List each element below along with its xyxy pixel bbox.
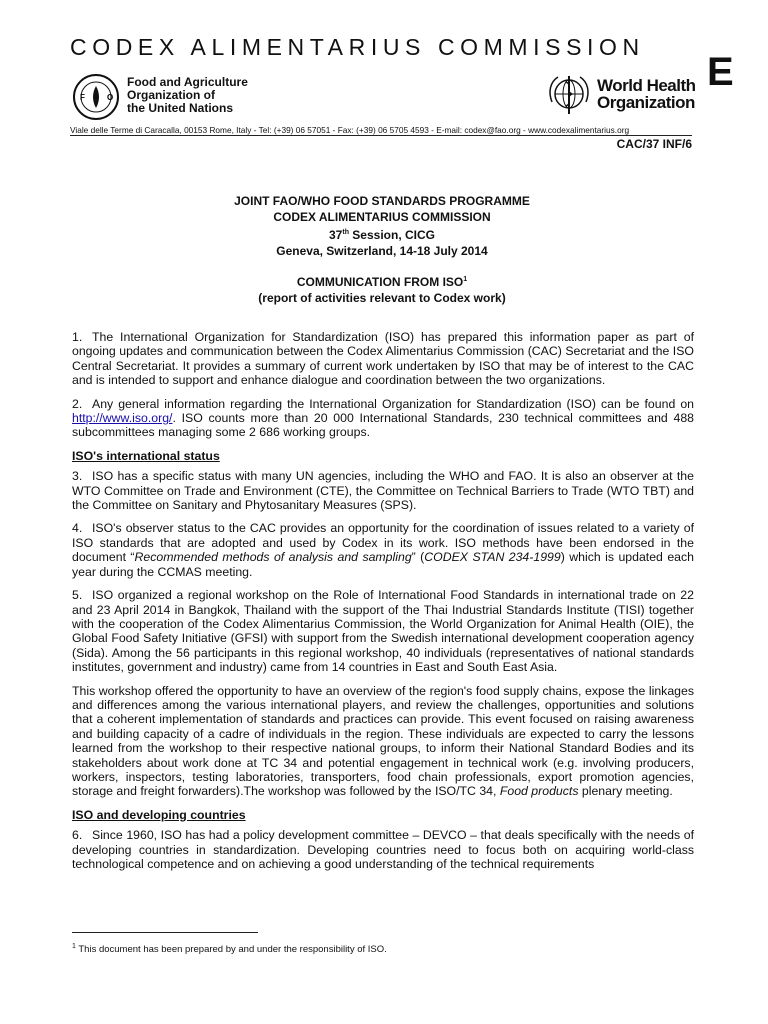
paragraph-4: 4. ISO's observer status to the CAC provides an opportunity for the coordination of issues related to a variety of ISO standards that are adopted and used by Codex in its work. ISO methods have been endorsed in the document “Recommended methods of analysis and sampling” (CODEX STAN 234-1999) which is updated each year during the CCMAS meeting. [72, 521, 694, 579]
programme-heading: JOINT FAO/WHO FOOD STANDARDS PROGRAMME CODEX ALIMENTARIUS COMMISSION 37th Session, CICG Geneva, Switzerland, 14-18 July 2014 [70, 193, 694, 259]
paragraph-6: 6. Since 1960, ISO has had a policy development committee – DEVCO – that deals specifically with the needs of developing countries in standardization. Developing countries need to focus both on acquiring world-class technological competence and on achieving a good understanding of the technical requirements [72, 828, 694, 871]
paragraph-2: 2. Any general information regarding the International Organization for Standardization (ISO) can be found on http://www.iso.org/. ISO counts more than 20 000 International Standards, 230 technical committees and 488 subcommittees managing some 2 686 working groups. [72, 396, 694, 440]
document-body [72, 330, 694, 880]
footnote-ref: 1 [463, 276, 468, 283]
fao-logo-letter-f: F [80, 93, 85, 102]
footnote-rule [72, 932, 258, 933]
communication-heading: COMMUNICATION FROM ISO$^1$ (report of activities relevant to Codex work) [258, 275, 506, 305]
fao-name: Food and Agriculture Organization of the United Nations [127, 75, 248, 115]
fao-logo-icon [72, 73, 120, 121]
commission-title: CODEX ALIMENTARIUS COMMISSION [70, 34, 645, 60]
who-name: World Health Organization [597, 76, 696, 112]
section-heading-developing-countries: ISO and developing countries [72, 807, 246, 822]
iso-website-link[interactable]: http://www.iso.org/ [72, 411, 173, 426]
header-rule [70, 135, 692, 136]
section-heading-international-status: ISO's international status [72, 448, 220, 463]
document-code: CAC/37 INF/6 [616, 137, 692, 151]
fao-logo-letter-o: O [107, 93, 114, 102]
paragraph-5: 5. ISO organized a regional workshop on the Role of International Food Standards in international trade on 22 and 23 April 2014 in Bangkok, Thailand with the support of the Thai Industrial Standards Institute (TISI) together with the cooperation of the Codex Alimentarius Commission, the World Organization for Animal Health (OIE), the Global Food Safety Initiative (GFSI) with support from the Swedish international development cooperation agency (Sida). Among the 56 participants in this regional workshop, 40 individuals (representatives of national standards institutes, government and industry) came from 14 countries in East and South East Asia. [72, 588, 694, 675]
address-line: Viale delle Terme di Caracalla, 00153 Rome, Italy - Tel: (+39) 06 57051 - Fax: (+39) 06 5705 4593 - E-mail: codex@fao.org - www.codexalimentarius.org [70, 125, 630, 135]
who-emblem-icon [544, 72, 594, 118]
session-line: 37th Session, CICG [329, 228, 435, 242]
language-mark: E [707, 50, 734, 94]
paragraph-3: 3. ISO has a specific status with many UN agencies, including the WHO and FAO. It is also an observer at the WTO Committee on Trade and Environment (CTE), the Committee on Technical Barriers to Trade (WTO TBT) and the Committee on Sanitary and Phytosanitary Measures (SPS). [72, 469, 694, 513]
paragraph-5-continued: This workshop offered the opportunity to have an overview of the region's food supply chains, expose the linkages and differences among the various international players, and review the challenges, opportunities and solutions that a coherent implementation of standards and practices can provide. This event focused on raising awareness and building capacity of a cadre of individuals in the region. These individuals are expected to carry the lessons learned from the workshop to their respective national groups, to inform their National Standard Bodies and its stakeholders about work done at TC 34 and potential engagement in technical work (e.g. involving producers, workers, inspectors, testing laboratories, transporters, food chain professionals, export promotion agencies, storage and freight forwarders).The workshop was followed by the ISO/TC 34, Food products plenary meeting. [72, 683, 694, 799]
paragraph-1: 1. The International Organization for Standardization (ISO) has prepared this information paper as part of ongoing updates and communication between the Codex Alimentarius Commission (CAC) Secretariat and the ISO Central Secretariat. It provides a summary of current work undertaken by ISO that may be of interest to the CAC and is intended to support and enhance dialogue and coordination between the two organizations. [72, 330, 694, 388]
footnote: $^1$ This document has been prepared by and under the responsibility of ISO. [72, 943, 387, 956]
